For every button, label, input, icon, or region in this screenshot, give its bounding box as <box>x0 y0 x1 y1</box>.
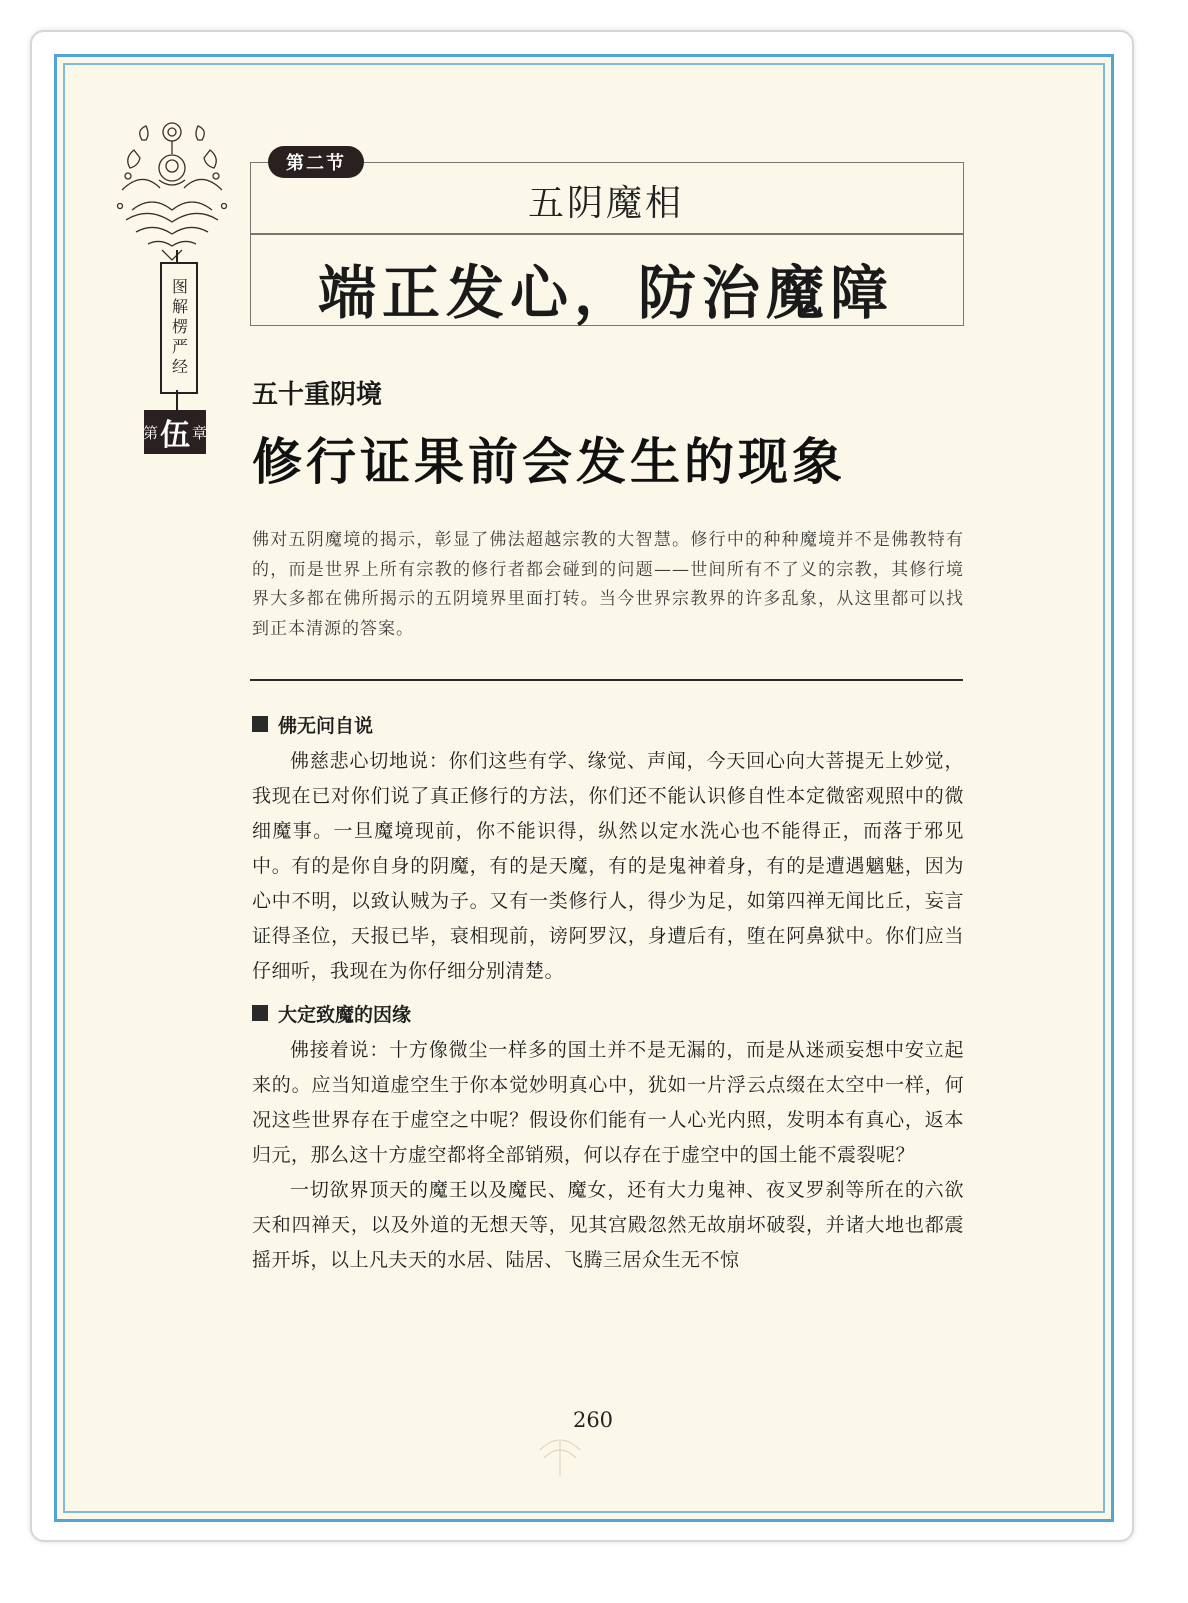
section-heading-1 <box>252 708 964 740</box>
section-heading-text: 佛无问自说 <box>278 714 374 737</box>
chapter-prefix: 第 <box>142 423 158 442</box>
book-title-text: 图解楞严经 <box>169 278 189 378</box>
lotus-ornament-icon <box>112 110 232 270</box>
body-paragraph: 佛接着说：十方像微尘一样多的国土并不是无漏的，而是从迷顽妄想中安立起来的。应当知道虚空生于你本觉妙明真心中，犹如一片浮云点缀在太空中一样，何况这些世界存在于虚空之中呢？假设你们能有一人心光内照，发明本有真心，返本归元，那么这十方虚空都将全部销殒，何以存在于虚空中的国土能不震裂呢？ <box>252 1039 964 1166</box>
subheading-small: 五十重阴境 <box>252 380 383 410</box>
section-heading-2 <box>252 997 964 1029</box>
subheading-big: 修行证果前会发生的现象 <box>252 432 846 491</box>
horizontal-rule <box>250 679 963 681</box>
book-title-vertical <box>160 262 198 394</box>
square-bullet-icon <box>252 716 268 732</box>
main-title: 端正发心，防治魔障 <box>317 259 894 327</box>
section-badge: 第二节 <box>268 146 364 178</box>
body-paragraph: 佛慈悲心切地说：你们这些有学、缘觉、声闻，今天回心向大菩提无上妙觉，我现在已对你们说了真正修行的方法，你们还不能认识修自性本定微密观照中的微细魔事。一旦魔境现前，你不能识得，纵然以定水洗心也不能得正，而落于邪见中。有的是你自身的阴魔，有的是天魔，有的是鬼神着身，有的是遭遇魑魅，因为心中不明，以致认贼为子。又有一类修行人，得少为足，如第四禅无闻比丘，妄言证得圣位，天报已毕，衰相现前，谤阿罗汉，身遭后有，堕在阿鼻狱中。你们应当仔细听，我现在为你仔细分别清楚。 <box>252 750 964 982</box>
chapter-suffix: 章 <box>192 423 208 442</box>
chapter-number: 伍 <box>160 418 190 453</box>
chapter-badge <box>144 410 206 454</box>
page-number: 260 <box>572 1408 614 1432</box>
intro-paragraph: 佛对五阴魔境的揭示，彰显了佛法超越宗教的大智慧。修行中的种种魔境并不是佛教特有的，而是世界上所有宗教的修行者都会碰到的问题——世间所有不了义的宗教，其修行境界大多都在佛所揭示的五阴境界里面打转。当今世界宗教界的许多乱象，从这里都可以找到正本清源的答案。 <box>252 530 964 639</box>
section-title: 五阴魔相 <box>527 183 684 224</box>
square-bullet-icon <box>252 1005 268 1021</box>
body-paragraph: 一切欲界顶天的魔王以及魔民、魔女，还有大力鬼神、夜叉罗刹等所在的六欲天和四禅天，以及外道的无想天等，见其宫殿忽然无故崩坏破裂，并诸大地也都震摇开坼，以上凡夫天的水居、陆居、飞腾三居众生无不惊 <box>252 1179 964 1271</box>
body-text <box>252 708 964 1278</box>
section-heading-text: 大定致魔的因缘 <box>278 1003 412 1026</box>
title-divider <box>251 233 963 235</box>
side-connector-bottom <box>176 390 178 412</box>
